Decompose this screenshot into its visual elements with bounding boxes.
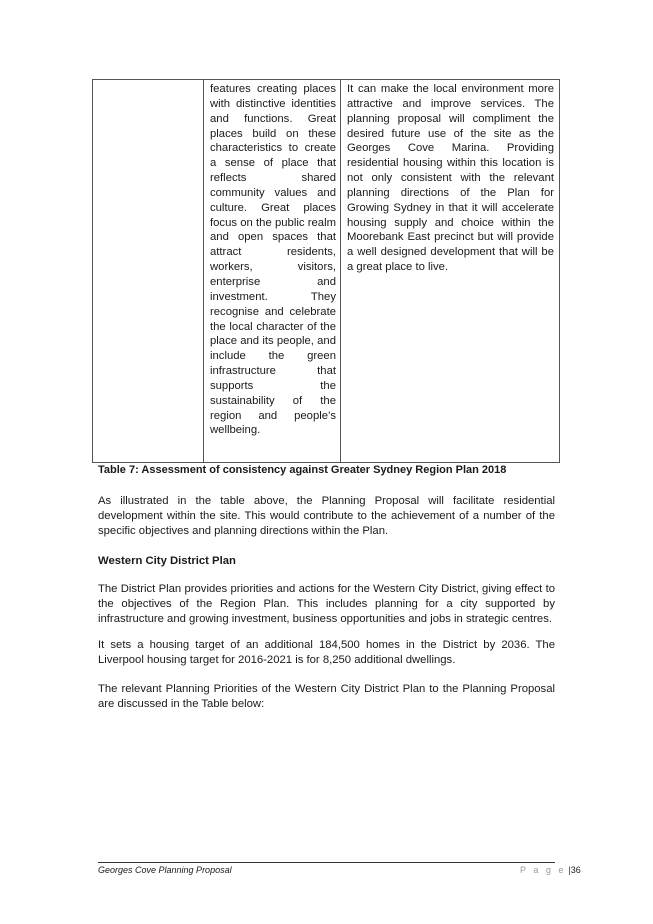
- table-column-1: [93, 80, 204, 462]
- page-separator: |: [568, 865, 571, 875]
- section-heading: Western City District Plan: [98, 555, 236, 567]
- table-column-3: [341, 80, 559, 462]
- table-column-2: [204, 80, 341, 462]
- footer-divider: [98, 862, 555, 863]
- page-label: P a g e: [520, 865, 566, 875]
- paragraph-planning-priorities: The relevant Planning Priorities of the Western City District Plan to the Planning Proposal are discussed in the Table below:: [98, 683, 555, 711]
- paragraph-housing-target: It sets a housing target of an additional 184,500 homes in the District by 2036. The Liverpool housing target for 2016-2021 is for 8,250 additional dwellings.: [98, 639, 555, 667]
- paragraph-illustrated: As illustrated in the table above, the Planning Proposal will facilitate residential development within the site. This would contribute to the achievement of a number of the specific objectives and planning directions within the Plan.: [98, 495, 555, 538]
- table-caption: Table 7: Assessment of consistency against Greater Sydney Region Plan 2018: [98, 464, 507, 476]
- page-number: [520, 865, 581, 875]
- table-cell-description: features creating places with distinctive identities and functions. Great places build on these characteristics to create a sense of place that reflects shared community values and culture. Great places focus on the public realm and open spaces that attract residents, workers, visitors, enterprise and investment. They recognise and celebrate the local character of the place and its people, and include the green infrastructure that supports the sustainability of the region and people’s wellbeing.: [210, 83, 336, 437]
- table-cell-assessment: It can make the local environment more attractive and improve services. The planning proposal will compliment the desired future use of the site as the Georges Cove Marina. Providing residential housing within this location is not only consistent with the relevant planning directions of the Plan for Growing Sydney in that it will accelerate housing supply and choice within the Moorebank East precinct but will provide a well designed development that will be a great place to live.: [347, 83, 554, 274]
- assessment-table: [92, 79, 560, 463]
- page-number-value: 36: [570, 865, 581, 875]
- paragraph-district-plan: The District Plan provides priorities and actions for the Western City District, giving effect to the objectives of the Region Plan. This includes planning for a city supported by infrastructure and growing investment, business opportunities and jobs in strategic centres.: [98, 583, 555, 626]
- footer-title: Georges Cove Planning Proposal: [98, 865, 232, 875]
